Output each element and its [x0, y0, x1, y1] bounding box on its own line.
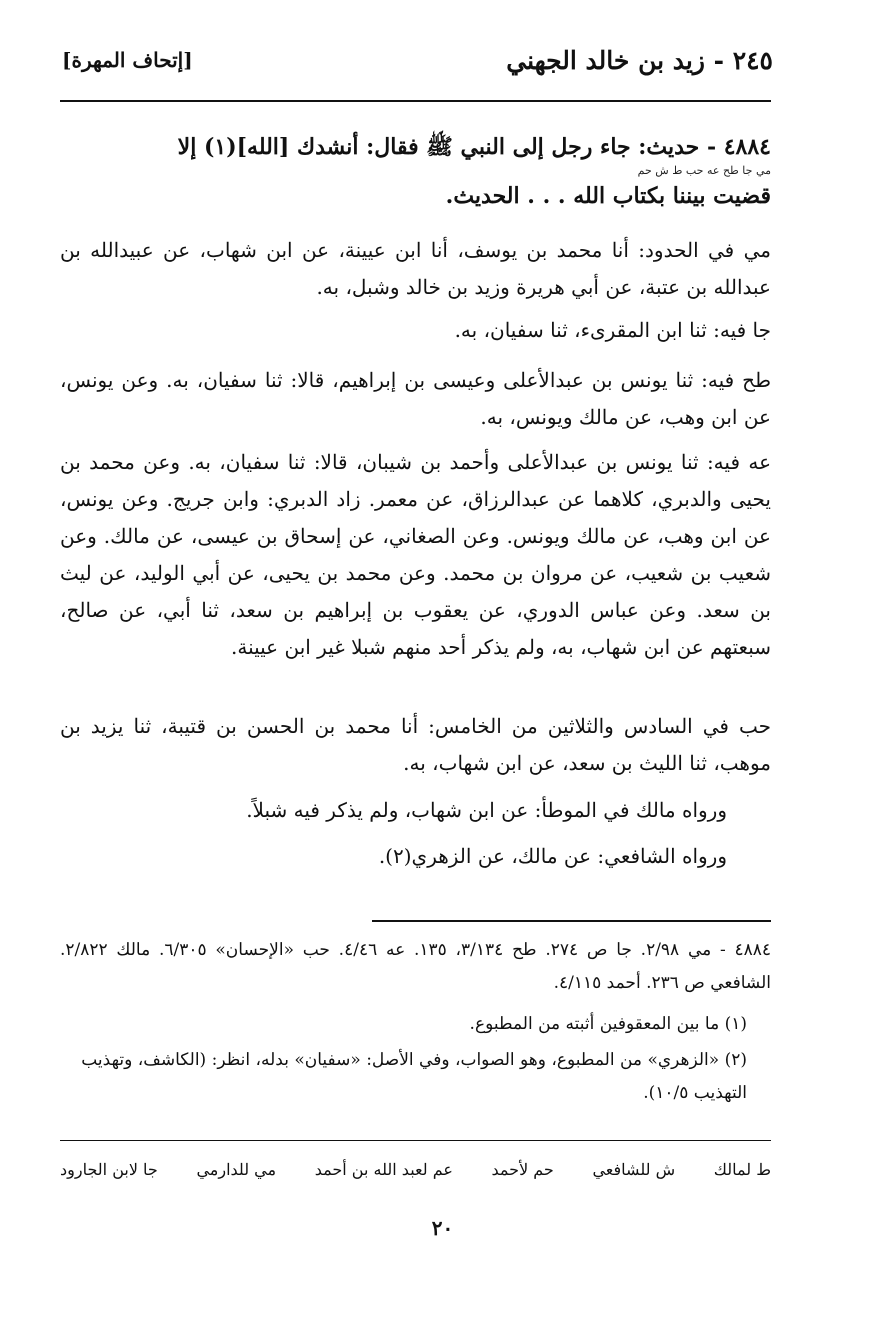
- legend-item: جا لابن الجارود: [60, 1160, 158, 1179]
- legend-item: مي للدارمي: [196, 1160, 277, 1179]
- footnote-references: ٤٨٨٤ - مي ٢/٩٨. جا ص ٢٧٤. طح ٣/١٣٤، ١٣٥. عه ٤/٤٦. حب «الإحسان» ٦/٣٠٥. مالك ٢/٨٢٢. الشافعي ص ٢٣٦. أحمد ٤/١١٥.: [60, 940, 772, 993]
- legend-item: حم لأحمد: [491, 1160, 554, 1179]
- isnad-paragraph: مي في الحدود: أنا محمد بن يوسف، أنا ابن عيينة، عن ابن شهاب، عن عبيدالله بن عبدالله بن عتبة، عن أبي هريرة وزيد بن خالد وشبل، به.: [60, 238, 771, 299]
- footnote-rule: [372, 920, 771, 922]
- legend-item: ش للشافعي: [592, 1160, 676, 1179]
- page-number: ٢٠: [431, 1216, 454, 1240]
- book-title: [إتحاف المهرة]: [62, 48, 193, 72]
- isnad-paragraph: حب في السادس والثلاثين من الخامس: أنا محمد بن الحسن بن قتيبة، ثنا يزيد بن موهب، ثنا الليث بن سعد، عن ابن شهاب، به.: [60, 714, 771, 775]
- riwaya-line: ورواه الشافعي: عن مالك، عن الزهري(٢).: [378, 844, 727, 868]
- isnad-paragraph: طح فيه: ثنا يونس بن عبدالأعلى وعيسى بن إبراهيم، قالا: ثنا سفيان، به. وعن يونس، عن ابن وهب، عن مالك ويونس، به.: [60, 368, 771, 429]
- sigla-legend: [60, 1160, 771, 1179]
- footnote-1: (١) ما بين المعقوفين أثبته من المطبوع.: [469, 1014, 747, 1034]
- riwaya-line: ورواه مالك في الموطأ: عن ابن شهاب، ولم يذكر فيه شبلاً.: [246, 798, 727, 822]
- legend-item: ط لمالك: [713, 1160, 771, 1179]
- footnote-2: (٢) «الزهري» من المطبوع، وهو الصواب، وفي الأصل: «سفيان» بدله، انظر: (الكاشف، وتهذيب التهذيب ١٠/٥).: [81, 1050, 747, 1103]
- source-sigla: مي جا طح عه حب ط ش حم: [637, 164, 771, 177]
- legend-rule: [60, 1140, 771, 1141]
- hadith-heading-continued: قضيت بيننا بكتاب الله . . . الحديث.: [445, 183, 771, 209]
- running-header: [62, 46, 773, 86]
- isnad-paragraph: عه فيه: ثنا يونس بن عبدالأعلى وأحمد بن شيبان، قالا: ثنا سفيان، به. وعن محمد بن يحيى والدبري، كلاهما عن عبدالرزاق، عن معمر. زاد الدبري: وابن جريج. وعن يونس، عن ابن وهب، عن مالك ويونس. وعن الصغاني، عن إسحاق بن عيسى، عن مالك. وعن شعيب بن شعيب، عن مروان بن محمد. وعن محمد بن يحيى، عن أبي الوليد، عن ليث بن سعد. وعن عباس الدوري، عن يعقوب بن إبراهيم بن سعد، ثنا أبي، عن صالح، سبعتهم عن ابن شهاب، به، ولم يذكر أحد منهم شبلا غير ابن عيينة.: [60, 450, 772, 659]
- isnad-paragraph: جا فيه: ثنا ابن المقرىء، ثنا سفيان، به.: [454, 318, 771, 342]
- header-rule: [60, 100, 771, 102]
- hadith-heading: ٤٨٨٤ - حديث: جاء رجل إلى النبي ﷺ فقال: أنشدك [الله](١) إلا: [177, 134, 771, 160]
- legend-item: عم لعبد الله بن أحمد: [314, 1160, 453, 1179]
- chapter-title: ٢٤٥ - زيد بن خالد الجهني: [506, 46, 773, 75]
